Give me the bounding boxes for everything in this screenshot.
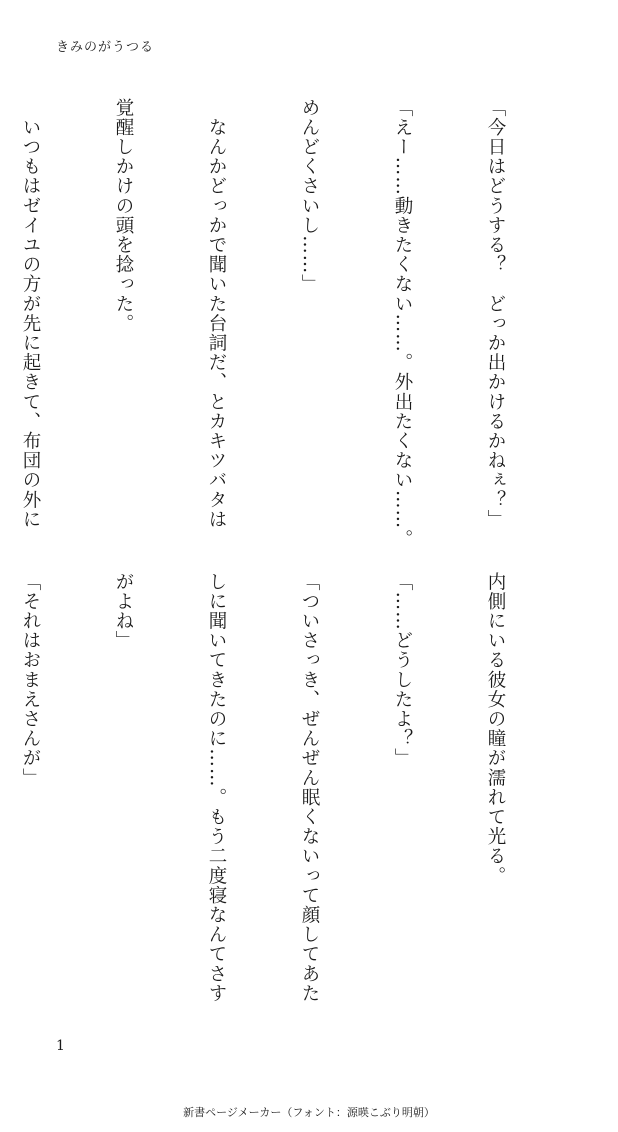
text-line: 「ついさっき、ぜんぜん眠くないって顔してあた bbox=[299, 572, 320, 1004]
upper-text-block bbox=[0, 98, 573, 549]
text-line: めんどくさいし……」 bbox=[299, 98, 320, 294]
text-line: 内側にいる彼女の瞳が濡れて光る。 bbox=[485, 572, 506, 886]
text-line: 「今日はどうする？ どっか出かけるかねぇ？」 bbox=[485, 98, 506, 530]
lower-text-block bbox=[0, 572, 573, 1012]
text-line: 「それはおまえさんが」 bbox=[20, 572, 41, 788]
text-line: 覚醒しかけの頭を捻った。 bbox=[113, 98, 134, 334]
page-number: 1 bbox=[56, 1038, 65, 1054]
text-line: いつもはゼイユの方が先に起きて、布団の外に bbox=[20, 98, 41, 530]
text-line: しに聞いてきたのに……。もう二度寝なんてさす bbox=[206, 572, 227, 1004]
header-title: きみのがうつる bbox=[56, 40, 155, 55]
text-line: 「えー……動きたくない……。外出たくない……。 bbox=[392, 98, 413, 549]
text-line: がよね」 bbox=[113, 572, 134, 651]
text-line: なんかどっかで聞いた台詞だ、とカキツバタは bbox=[206, 98, 227, 530]
footer-credit: 新書ページメーカー（フォント：源暎こぶり明朝） bbox=[183, 1106, 435, 1119]
text-line: 「……どうしたよ？」 bbox=[392, 572, 413, 768]
